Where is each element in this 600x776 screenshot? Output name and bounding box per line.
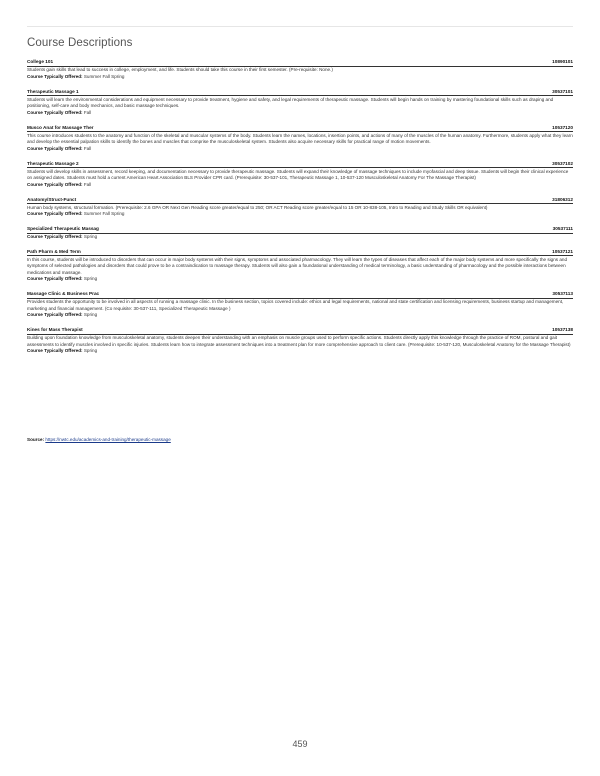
course-offered: [27, 312, 573, 318]
offered-label: Course Typically Offered:: [27, 109, 83, 115]
course-entry: [27, 291, 573, 318]
course-header: [27, 291, 573, 299]
course-code: 10537138: [552, 327, 573, 333]
offered-value: Spring: [83, 312, 98, 318]
course-description: Students gain skills that lead to success in college, employment, and life. Students should take this course in their first semester. (Pre-requisite: None.): [27, 67, 333, 73]
offered-label: Course Typically Offered:: [27, 73, 83, 79]
course-offered: [27, 110, 573, 116]
offered-value: Spring: [83, 276, 98, 282]
course-code: 10537121: [552, 248, 573, 254]
page-title: Course Descriptions: [27, 37, 133, 49]
course-offered: [27, 182, 573, 188]
course-entry: [27, 226, 573, 240]
course-description: In this course, students will be introduced to disorders that can occur in major body systems with their signs, symptoms and associated pharmacology. They will learn the types of diseases that affect each of the major body systems and more specifically the signs and symptoms of selected pathologies and disorders that could prove to be a contraindication to massage therapy. Students will also gain a foundational understanding of medical terminology, a basic understanding of pharmacology and the possible interactions between medications and massage.: [27, 256, 568, 275]
course-name: Therapeutic Massage 2: [27, 160, 79, 166]
course-code: 30537111: [552, 226, 573, 232]
offered-value: Summer Fall Spring: [83, 211, 125, 217]
offered-label: Course Typically Offered:: [27, 276, 83, 282]
course-list: [27, 59, 573, 363]
offered-value: Summer Fall Spring: [83, 73, 125, 79]
course-entry: [27, 59, 573, 80]
course-offered: [27, 276, 573, 282]
course-offered: [27, 74, 573, 80]
source-line: [27, 437, 171, 443]
course-name: Specialized Therapeutic Massag: [27, 226, 99, 232]
course-entry: [27, 89, 573, 116]
offered-label: Course Typically Offered:: [27, 181, 83, 187]
source-label: Source:: [27, 437, 45, 442]
course-description: Provides students the opportunity to be involved in all aspects of running a massage clinic. In the business section, topics covered include: ethics and legal requirements, national and state certification and licensing requirements, business startup and management, marketing and financial management. (Co requisite: 30-537-111, Specialized Therapeutic Massage ): [27, 299, 564, 311]
course-code: 30537102: [552, 160, 573, 166]
course-offered: [27, 146, 573, 152]
course-name: College 101: [27, 59, 54, 64]
course-name: Therapeutic Massage 1: [27, 88, 79, 94]
course-entry: [27, 249, 573, 283]
course-header: [27, 161, 573, 169]
offered-label: Course Typically Offered:: [27, 145, 83, 151]
course-offered: [27, 234, 573, 240]
course-description: Human body systems, structural formation. (Prerequisite: 2.6 GPA OR Next Gen Reading score greater/equal to 250; OR ACT Reading score greater/equal to 15 OR 10-838-105, Intro to Reading and Study Skills OR equivalent): [27, 204, 488, 210]
course-code: 10890101: [552, 59, 573, 64]
offered-label: Course Typically Offered:: [27, 348, 83, 354]
course-header: [27, 197, 573, 205]
course-header: [27, 89, 573, 97]
course-description: Students will learn the environmental considerations and equipment necessary to provide treatment, hygiene and safety, and legal requirements of therapeutic massage. Students will begin hands on training by mastering foundational skills such as draping and positioning, self-care and body mechanics, and basic massage techniques.: [27, 96, 554, 109]
offered-value: Fall: [83, 145, 92, 151]
course-name: Massage Clinic & Business Prac: [27, 291, 100, 297]
course-offered: [27, 348, 573, 354]
offered-value: Fall: [83, 109, 92, 115]
course-header: [27, 249, 573, 257]
course-code: 30537113: [552, 291, 573, 297]
course-header: [27, 226, 573, 234]
course-name: Musco Anat for Massage Ther: [27, 124, 94, 130]
page-number: 459: [292, 739, 308, 749]
course-description: This course introduces students to the anatomy and function of the skeletal and muscular systems of the body. Students learn the names, locations, insertion points, and actions of many of the muscles of the human anatomy. Furthermore, students apply what they learn and develop the essential palpation skills to identify the bones and muscles that comprise the musculoskeletal system. Students also acquire necessary skills for practical range of motion movements.: [27, 132, 573, 145]
course-code: 31806312: [552, 196, 573, 202]
course-offered: [27, 211, 573, 217]
course-name: Anatomy/Struct-Funct: [27, 196, 77, 202]
course-name: Path Pharm & Med Term: [27, 248, 81, 254]
offered-value: Fall: [83, 181, 92, 187]
course-description: Building upon foundation knowledge from musculoskeletal anatomy, students deepen their understanding with an emphasis on muscle groups used to perform specific actions. Students directly apply this knowledge through the practice of ROM, postural and gait assessments to identify muscles involved in specific injuries. Students learn how to integrate assessment techniques into a treatment plan for more comprehensive approach to client care. (Prerequisite: 10-537-120, Musculoskeletal Anatomy for the Massage Therapist): [27, 335, 571, 347]
course-entry: [27, 161, 573, 188]
offered-label: Course Typically Offered:: [27, 211, 83, 217]
course-code: 30537101: [552, 88, 573, 94]
course-header: [27, 327, 573, 335]
top-divider: [27, 26, 573, 27]
course-description: Students will develop skills in assessment, record keeping, and documentation necessary to provide therapeutic massage. Students will expand their knowledge of massage techniques to include myofascial and deep tissue. Students will begin their clinical experience on assigned dates. Students must hold a current American Heart Association BLS Provider CPR card. (Prerequisite: 30-537-101, Therapeutic Massage 1, 10-537-120 Musculoskeletal Anatomy For The Massage Therapist): [27, 168, 569, 181]
offered-value: Spring: [83, 348, 98, 354]
offered-label: Course Typically Offered:: [27, 233, 83, 239]
course-entry: [27, 197, 573, 218]
source-link[interactable]: https://nwtc.edu/academics-and-training/therapeutic-massage: [45, 437, 171, 442]
course-header: [27, 125, 573, 133]
course-entry: [27, 125, 573, 152]
offered-value: Spring: [83, 233, 98, 239]
offered-label: Course Typically Offered:: [27, 312, 83, 318]
course-code: 10537120: [552, 124, 573, 130]
course-entry: [27, 327, 573, 354]
course-name: Kines for Mass Therapist: [27, 327, 83, 333]
course-header: [27, 59, 573, 67]
